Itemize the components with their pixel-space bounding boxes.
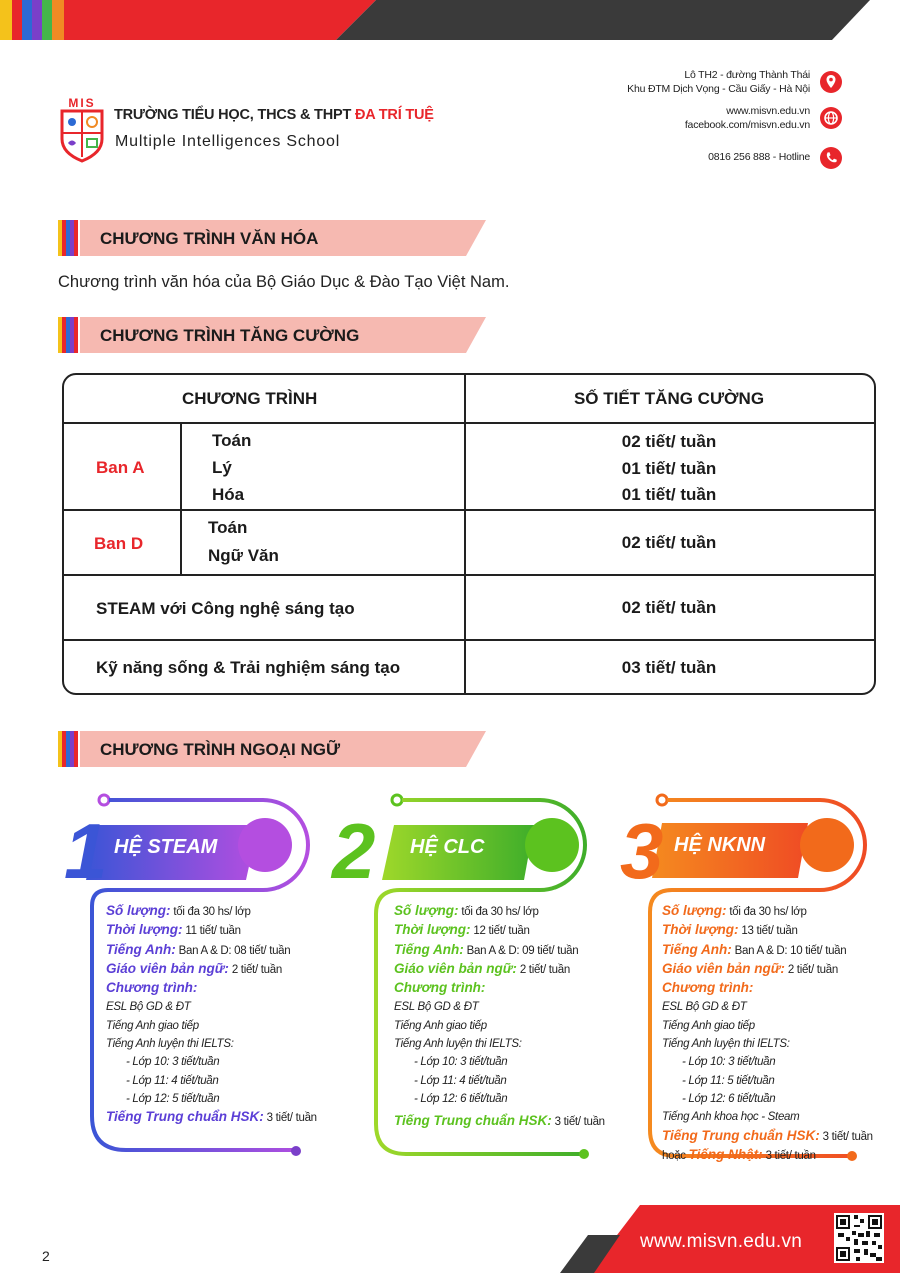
hotline-text[interactable]: 0816 256 888 - Hotline	[708, 151, 810, 163]
program-title: HỆ STEAM	[114, 836, 218, 858]
program-card-clc	[330, 790, 605, 1170]
section-banner-enhanced	[58, 317, 488, 353]
program-details: Số lượng: tối đa 30 hs/ lớp Thời lượng: 11 tiết/ tuần Tiếng Anh: Ban A & D: 08 tiết/ tuần Giáo viên bản ngữ: 2 tiết/ tuần Chương trình: ESL Bộ GD & ĐT Tiếng Anh giao tiếp Tiếng Anh luyện thi IELTS: - Lớp 10: 3 tiết/tuần - Lớp 11: 4 tiết/tuần - Lớp 12: 5 tiết/tuần Tiếng Trung chuẩn HSK: 3 tiết/ tuần	[106, 903, 317, 1125]
globe-icon	[820, 107, 842, 129]
section-title-enhanced: CHƯƠNG TRÌNH TĂNG CƯỜNG	[100, 326, 360, 345]
school-name-vi: TRƯỜNG TIỂU HỌC, THCS & THPT ĐA TRÍ TUỆ	[114, 107, 434, 123]
section-banner-language	[58, 731, 488, 767]
program-details: Số lượng: tối đa 30 hs/ lớp Thời lượng: 13 tiết/ tuần Tiếng Anh: Ban A & D: 10 tiết/ tuần Giáo viên bản ngữ: 2 tiết/ tuần Chương trình: ESL Bộ GD & ĐT Tiếng Anh giao tiếp Tiếng Anh luyện thi IELTS: - Lớp 10: 3 tiết/tuần - Lớp 11: 5 tiết/tuần - Lớp 12: 6 tiết/tuần Tiếng Anh khoa học - Steam Tiếng Trung chuẩn HSK: 3 tiết/ tuần hoặc Tiếng Nhật: 3 tiết/ tuần	[662, 903, 873, 1162]
school-name-accent: ĐA TRÍ TUỆ	[354, 107, 434, 123]
table-row-divider	[64, 574, 874, 576]
ban-a-period: 01 tiết/ tuần	[621, 459, 717, 478]
steam-period: 02 tiết/ tuần	[621, 598, 717, 617]
top-decoration-bars	[0, 0, 900, 40]
program-title: HỆ NKNN	[674, 834, 766, 856]
program-title: HỆ CLC	[410, 836, 485, 858]
hotline-row	[582, 140, 842, 174]
website-link[interactable]: www.misvn.edu.vn	[726, 105, 810, 117]
life-skills-label: Kỹ năng sống & Trải nghiệm sáng tạo	[96, 658, 401, 677]
ban-a-subject: Hóa	[212, 485, 245, 504]
phone-icon	[820, 147, 842, 169]
table-row-divider	[64, 422, 874, 424]
location-pin-icon	[820, 71, 842, 93]
section-banner-culture	[58, 220, 488, 256]
program-number: 2	[332, 807, 370, 895]
culture-description: Chương trình văn hóa của Bộ Giáo Dục & Đào Tạo Việt Nam.	[58, 273, 510, 291]
page-number: 2	[42, 1248, 50, 1264]
qr-code-icon	[834, 1213, 884, 1263]
table-subcolumn-divider	[180, 422, 182, 574]
facebook-link[interactable]: facebook.com/misvn.edu.vn	[684, 119, 810, 131]
ban-d-subject: Ngữ Văn	[208, 546, 279, 565]
ban-d-label: Ban D	[94, 534, 144, 553]
ban-a-subject: Toán	[212, 431, 252, 450]
life-skills-period: 03 tiết/ tuần	[621, 658, 717, 677]
table-row-divider	[64, 639, 874, 641]
ban-a-label: Ban A	[96, 458, 145, 477]
school-crest-icon	[58, 95, 106, 163]
program-card-steam	[58, 790, 328, 1170]
table-row-divider	[64, 509, 874, 511]
ban-a-period: 02 tiết/ tuần	[621, 432, 717, 451]
address-line1: Lô TH2 - đường Thành Thái	[684, 69, 810, 81]
program-number: 3	[620, 807, 658, 895]
table-header-program: CHƯƠNG TRÌNH	[182, 389, 318, 408]
address-line2: Khu ĐTM Dịch Vọng - Cầu Giấy - Hà Nội	[627, 83, 810, 95]
school-name-en: Multiple Intelligences School	[115, 133, 341, 150]
ban-a-period: 01 tiết/ tuần	[621, 485, 717, 504]
steam-label: STEAM với Công nghệ sáng tạo	[96, 599, 355, 618]
ban-a-subject: Lý	[212, 458, 232, 477]
enhanced-program-table	[62, 373, 876, 695]
program-details: Số lượng: tối đa 30 hs/ lớp Thời lượng: 12 tiết/ tuần Tiếng Anh: Ban A & D: 09 tiết/ tuần Giáo viên bản ngữ: 2 tiết/ tuần Chương trình: ESL Bộ GD & ĐT Tiếng Anh giao tiếp Tiếng Anh luyện thi IELTS: - Lớp 10: 3 tiết/tuần - Lớp 11: 4 tiết/tuần - Lớp 12: 6 tiết/tuần Tiếng Trung chuẩn HSK: 3 tiết/ tuần	[394, 903, 605, 1129]
svg-text:MIS: MIS	[68, 96, 96, 110]
address-row	[582, 68, 842, 102]
ban-d-period: 02 tiết/ tuần	[621, 533, 717, 552]
web-row	[582, 104, 842, 138]
section-title-language: CHƯƠNG TRÌNH NGOẠI NGỮ	[100, 740, 341, 759]
section-title-culture: CHƯƠNG TRÌNH VĂN HÓA	[100, 229, 319, 248]
table-header-periods: SỐ TIẾT TĂNG CƯỜNG	[573, 389, 765, 408]
contact-block	[582, 68, 842, 176]
program-number: 1	[64, 807, 102, 895]
program-card-nknn	[612, 790, 882, 1170]
ban-d-subject: Toán	[208, 518, 248, 537]
footer-website-link[interactable]: www.misvn.edu.vn	[640, 1231, 803, 1252]
school-logo	[58, 95, 434, 165]
